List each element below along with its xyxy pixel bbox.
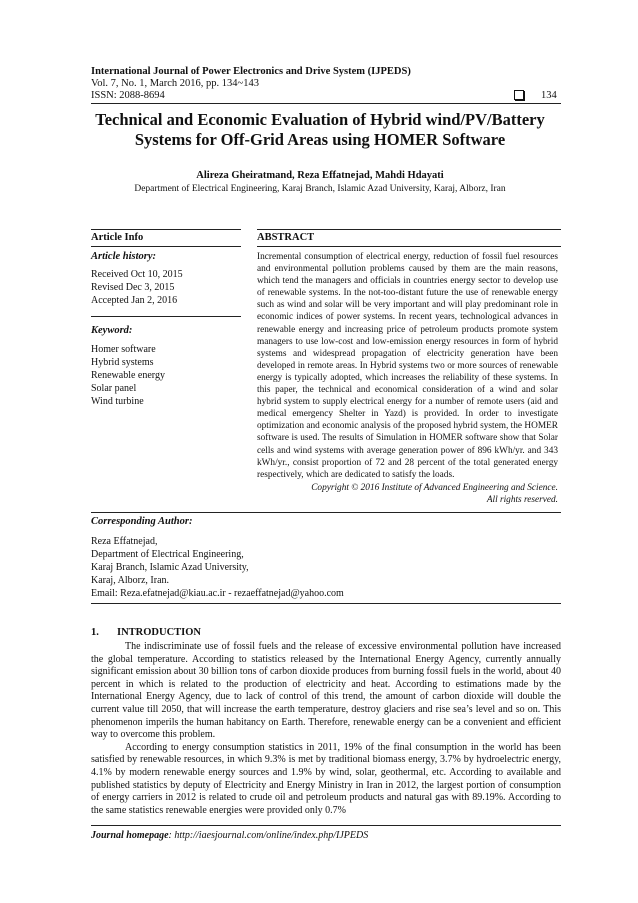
- abstract-text: Incremental consumption of electrical energy, reduction of fossil fuel resources and environmental pollution problems caused by them are the main reasons, which tend the managers and officials in countries energy sector to develop use of renewable systems. In the not-too-distant future the use of renewable energy such as wind and solar will be very important and will play predominant role in economic indices of power systems. In recent years, technological advances in renewable energy and increasing price of petroleum products promote system managers to use low-cost and low-emission energy resources in form of hybrid systems and widespread propagation of electricity generation have been developed in remote areas. In Hybrid systems two or more sources of renewable energy is typically adopted, which increases the reliability of these systems. In this paper, the technical and economical consideration of a wind and solar hybrid system to supply electrical energy for a number of remote users (aid and medical emergency Shelter in Yazd) is provided. In order to investigate optimization and economic analysis of the proposed hybrid system, the HOMER software is used. The results of Simulation in HOMER software show that Solar cells and wind systems with average generation power of 896 kWh/yr. and 343 kWh/yr., consist proportion of 72 and 28 percent of the total generated energy respectively, which are dedicated to satisfy the loads.: [257, 252, 558, 480]
- paragraph: The indiscriminate use of fossil fuels and the release of excessive environmental pollution have increased the global temperature. According to statistics released by the International Energy Agency, currently annually significant emission about 30 billion tons of carbon dioxide produces from burning fossil fuels in the world, about 40 percent in which is related to the production of electricity and heat. According to estimations made by the International Energy Agency, due to lack of control of this trend, the amount of carbon dioxide will double the current value till 2050, that will increase the earth temperature, destroy glaciers and rise sea’s level and so on. This phenomenon imperils the human habitancy on Earth. Therefore, renewable energy can be a convenient and efficient way to overcome this problem.: [91, 641, 561, 741]
- keyword-item: Solar panel: [91, 383, 137, 394]
- square-icon: [514, 90, 524, 103]
- corresponding-label: Corresponding Author:: [91, 516, 193, 527]
- article-history: [91, 268, 183, 307]
- header-rule: [91, 103, 561, 104]
- history-label: Article history:: [91, 251, 157, 262]
- journal-name: International Journal of Power Electronics and Drive System (IJPEDS): [91, 66, 411, 77]
- revised-date: Revised Dec 3, 2015: [91, 282, 175, 293]
- section-number: 1.: [91, 627, 99, 638]
- section-heading: [91, 627, 201, 638]
- corresponding-line: Department of Electrical Engineering,: [91, 549, 244, 560]
- keyword-item: Homer software: [91, 344, 156, 355]
- homepage-label: Journal homepage: [91, 830, 169, 841]
- copyright-line-2: All rights reserved.: [486, 495, 558, 505]
- copyright: [257, 482, 558, 506]
- corresponding-line: Reza Effatnejad,: [91, 536, 158, 547]
- keyword-item: Wind turbine: [91, 396, 144, 407]
- abstract-heading: ABSTRACT: [257, 232, 315, 243]
- paragraph: According to energy consumption statistics in 2011, 19% of the final consumption in the world has been satisfied by renewable resources, in which 9.3% is met by traditional biomass energy, 3.7% by hydroelectric energy, 4.1% by modern renewable energy sources and 1.9% by wind, solar, geothermal, etc. According to available and published statistics by deputy of Electricity and Energy Ministry in Iran in 2012, the largest portion of consumption of energy carriers in 2012 is related to crude oil and petroleum products and natural gas with 89.19%. According to the same statistics renewable energies were provided only 0.7%: [91, 741, 561, 816]
- received-date: Received Oct 10, 2015: [91, 269, 183, 280]
- corresponding-line: Karaj Branch, Islamic Azad University,: [91, 562, 249, 573]
- corresponding-bottom-rule: [91, 603, 561, 604]
- accepted-date: Accepted Jan 2, 2016: [91, 295, 178, 306]
- keyword-item: Renewable energy: [91, 370, 165, 381]
- keyword-list: [91, 343, 165, 408]
- authors: Alireza Gheiratmand, Reza Effatnejad, Mahdi Hdayati: [196, 170, 444, 181]
- title-line-1: Technical and Economic Evaluation of Hybrid wind/PV/Battery: [95, 110, 545, 129]
- abstract-top-rule: [257, 229, 561, 230]
- introduction-body: [91, 641, 561, 817]
- issn: ISSN: 2088-8694: [91, 90, 165, 101]
- title-line-2: Systems for Off-Grid Areas using HOMER Software: [134, 130, 506, 149]
- copyright-line-1: Copyright © 2016 Institute of Advanced Engineering and Science.: [311, 483, 558, 493]
- keyword-label: Keyword:: [91, 325, 133, 336]
- corresponding-rule: [91, 512, 561, 513]
- footer-rule: [91, 825, 561, 826]
- corresponding-author: [91, 535, 344, 600]
- journal-homepage: [91, 830, 368, 841]
- paper-title: [70, 110, 570, 150]
- info-top-rule: [91, 229, 241, 230]
- affiliation: Department of Electrical Engineering, Karaj Branch, Islamic Azad University, Karaj, Alborz, Iran: [134, 184, 506, 194]
- page-number: 134: [541, 90, 557, 101]
- homepage-url[interactable]: : http://iaesjournal.com/online/index.php/IJPEDS: [168, 830, 369, 841]
- keyword-rule: [91, 316, 241, 317]
- keyword-item: Hybrid systems: [91, 357, 154, 368]
- section-title: INTRODUCTION: [117, 627, 202, 638]
- corresponding-line: Karaj, Alborz, Iran.: [91, 575, 170, 586]
- article-info-heading: Article Info: [91, 232, 144, 243]
- corresponding-email: Email: Reza.efatnejad@kiau.ac.ir - rezaeffatnejad@yahoo.com: [91, 588, 344, 599]
- volume-info: Vol. 7, No. 1, March 2016, pp. 134~143: [91, 78, 259, 89]
- info-heading-rule: [91, 246, 241, 247]
- abstract-heading-rule: [257, 246, 561, 247]
